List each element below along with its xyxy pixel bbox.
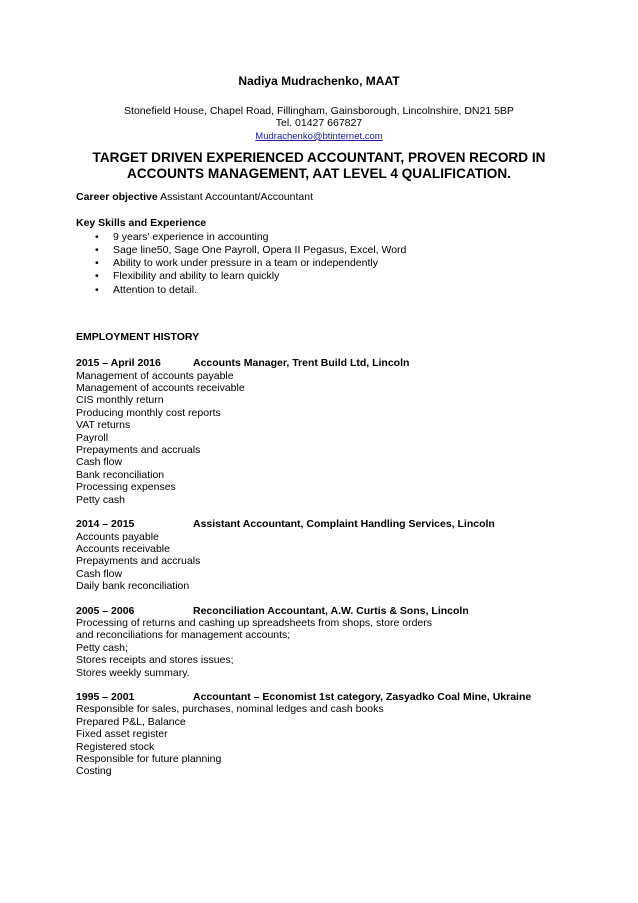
job-duty: Processing of returns and cashing up spreadsheets from shops, store orders bbox=[76, 616, 433, 629]
job-dates: 2005 – 2006 bbox=[76, 604, 135, 617]
skill-text: Sage line50, Sage One Payroll, Opera II Pegasus, Excel, Word bbox=[113, 244, 407, 257]
job-dates: 2015 – April 2016 bbox=[76, 357, 161, 370]
job-duty: Responsible for sales, purchases, nominal ledges and cash books bbox=[76, 703, 384, 716]
skill-text: Attention to detail. bbox=[113, 283, 198, 296]
job-duty: Management of accounts payable bbox=[76, 369, 234, 382]
job-duty: Responsible for future planning bbox=[76, 753, 222, 766]
job-duty: Petty cash; bbox=[76, 641, 128, 654]
job-entry bbox=[76, 357, 566, 506]
job-duty: and reconciliations for management accounts; bbox=[76, 629, 291, 642]
bullet-icon: • bbox=[95, 230, 99, 243]
list-item bbox=[76, 257, 566, 270]
job-duty: Registered stock bbox=[76, 740, 155, 753]
address: Stonefield House, Chapel Road, Fillingham, Gainsborough, Lincolnshire, DN21 5BP bbox=[124, 105, 514, 117]
phone-number: Tel. 01427 667827 bbox=[275, 117, 363, 130]
job-duty: VAT returns bbox=[76, 419, 131, 432]
job-duty: Prepayments and accruals bbox=[76, 444, 201, 457]
skill-text: Ability to work under pressure in a team or independently bbox=[113, 257, 378, 270]
career-objective-value: Assistant Accountant/Accountant bbox=[160, 191, 313, 203]
job-duty: Prepared P&L, Balance bbox=[76, 715, 186, 728]
job-title: Reconciliation Accountant, A.W. Curtis & Sons, Lincoln bbox=[193, 604, 469, 617]
skill-text: 9 years' experience in accounting bbox=[113, 230, 269, 243]
job-duty: Stores weekly summary. bbox=[76, 666, 190, 679]
job-duty: Cash flow bbox=[76, 567, 123, 580]
headline bbox=[60, 150, 578, 182]
candidate-name: Nadiya Mudrachenko, MAAT bbox=[238, 74, 400, 88]
headline-line-2: ACCOUNTS MANAGEMENT, AAT LEVEL 4 QUALIFICATION. bbox=[127, 166, 511, 181]
job-duty: Fixed asset register bbox=[76, 728, 168, 741]
job-duty: Petty cash bbox=[76, 493, 126, 506]
job-heading bbox=[76, 518, 566, 530]
cv-body bbox=[76, 191, 566, 778]
list-item bbox=[76, 231, 566, 244]
job-entry bbox=[76, 518, 566, 592]
bullet-icon: • bbox=[95, 257, 99, 270]
job-duty: Costing bbox=[76, 765, 112, 778]
headline-line-1: TARGET DRIVEN EXPERIENCED ACCOUNTANT, PROVEN RECORD IN bbox=[92, 150, 546, 165]
list-item bbox=[76, 270, 566, 283]
job-dates: 1995 – 2001 bbox=[76, 690, 135, 703]
job-duty: Processing expenses bbox=[76, 481, 176, 494]
job-duty: Accounts payable bbox=[76, 530, 159, 543]
bullet-icon: • bbox=[95, 270, 99, 283]
job-duty: Bank reconciliation bbox=[76, 468, 165, 481]
job-duty: Prepayments and accruals bbox=[76, 555, 201, 568]
job-duty: CIS monthly return bbox=[76, 394, 164, 407]
job-dates: 2014 – 2015 bbox=[76, 518, 135, 531]
job-heading bbox=[76, 691, 566, 703]
list-item bbox=[76, 244, 566, 257]
job-duty: Accounts receivable bbox=[76, 542, 170, 555]
job-heading bbox=[76, 605, 566, 617]
job-duty: Cash flow bbox=[76, 456, 123, 469]
career-objective bbox=[76, 191, 566, 203]
job-duty: Management of accounts receivable bbox=[76, 382, 245, 395]
job-duty: Stores receipts and stores issues; bbox=[76, 654, 234, 667]
job-heading bbox=[76, 357, 566, 369]
employment-history-title: EMPLOYMENT HISTORY bbox=[76, 330, 200, 343]
list-item bbox=[76, 284, 566, 297]
job-entry bbox=[76, 691, 566, 778]
job-duty: Producing monthly cost reports bbox=[76, 406, 221, 419]
bullet-icon: • bbox=[95, 283, 99, 296]
cv-header bbox=[0, 74, 638, 142]
job-entry bbox=[76, 605, 566, 679]
job-title: Accounts Manager, Trent Build Ltd, Lincoln bbox=[193, 357, 410, 370]
skills-title: Key Skills and Experience bbox=[76, 217, 207, 230]
bullet-icon: • bbox=[95, 244, 99, 257]
job-title: Accountant – Economist 1st category, Zasyadko Coal Mine, Ukraine bbox=[193, 690, 532, 703]
job-duty: Daily bank reconciliation bbox=[76, 580, 190, 593]
job-title: Assistant Accountant, Complaint Handling Services, Lincoln bbox=[193, 518, 495, 531]
career-objective-label: Career objective bbox=[76, 191, 158, 203]
job-duty: Payroll bbox=[76, 431, 109, 444]
email-link[interactable]: Mudrachenko@btinternet.com bbox=[255, 130, 383, 142]
skill-text: Flexibility and ability to learn quickly bbox=[113, 270, 280, 283]
skills-list bbox=[76, 231, 566, 297]
